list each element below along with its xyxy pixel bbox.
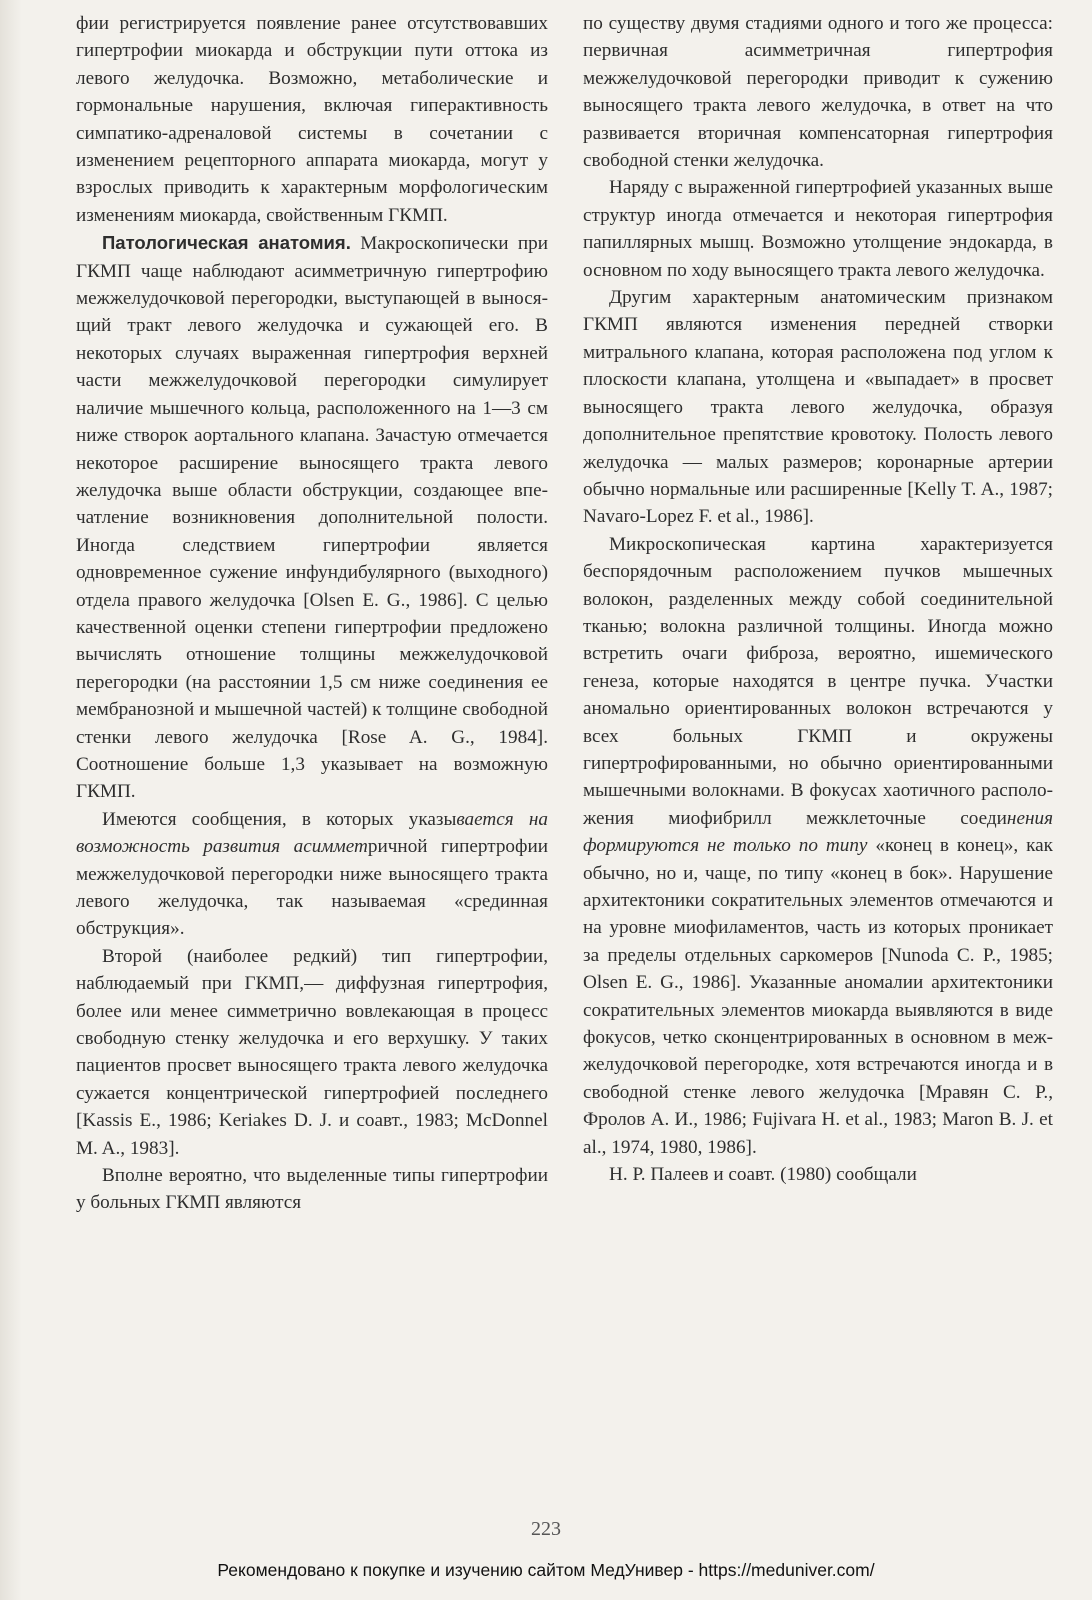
scan-edge-shadow xyxy=(0,0,22,1600)
paragraph: Вполне вероятно, что выделенные типы гипертрофии у больных ГКМП являются xyxy=(76,1165,548,1214)
page-number: 223 xyxy=(531,1518,561,1540)
italic-text: нения формируются не только по типу xyxy=(583,807,1053,857)
paragraph: фии регистрируется появление ранее отсутствовавших гипертрофии миокарда и обструкции пути оттока из левого желудочка. Возможно, метаболические и гормональные нарушения, включая гиперактивность симпатико-адреналовой системы в сочетании с изменением рецепторного аппарата миокарда, могут у взрослых приводить к характерным морфологическим изменениям миокарда, свойственным ГКМП. xyxy=(76,13,548,226)
paragraph-text: ричной гипертрофии межжелудочковой перегородки ниже выносящего тракта левого желудочка, так называемая «срединная обструкция». xyxy=(76,836,548,940)
right-text-column xyxy=(583,10,1053,1188)
paragraph: Другим характерным анатомическим признаком ГКМП являются изменения передней створки митрального клапана, которая расположена под углом к плоскости клапана, утолщена и «выпадает» в просвет выносящего тракта левого желудочка, образуя дополнительное препятствие кровотоку. Полость левого желудочка — малых размеров; коронарные артерии обычно нормальные или расширенные [Kelly T. A., 1987; Navaro-Lopez F. et al., 1986]. xyxy=(583,287,1053,528)
paragraph: Второй (наиболее редкий) тип гипертрофии, наблюдаемый при ГКМП,— диффузная гипертрофия, более или менее симметрично вовлекающая в процесс свободную стенку желудочка и его верхушку. У таких пациентов просвет выносящего тракта левого желудочка сужается концентрической гипертрофией последнего [Kassis E., 1986; Keriakes D. J. и соавт., 1983; McDonnel M. A., 1983]. xyxy=(76,945,548,1159)
left-text-column xyxy=(76,10,548,1217)
section-heading: Патологическая анатомия. xyxy=(102,232,351,254)
paragraph xyxy=(583,531,1053,1161)
paragraph-text: Макроскопически при ГКМП чаще наблюдают асимметричную гипертрофию межжелудочковой перегородки, выступающей в выносящий тракт левого желудочка и сужающей его. В некоторых случаях выраженная гипертрофия верхней части межжелудочковой перегородки симулирует наличие мышечного кольца, расположенного на 1—3 см ниже створок аортального клапана. Зачастую отмечается некоторое расширение выносящего тракта левого желудочка выше области обструкции, создающее впечатление возникновения дополнительной полости. Иногда следствием гипертрофии является одновременное сужение инфундибулярного (выходного) отдела правого желудочка [Olsen E. G., 1986]. С целью качественной оценки степени гипертрофии предложено вычислять отношение толщины межжелудочковой перегородки (на расстоянии 1,5 см ниже соединения ее мембранозной и мышечной частей) к толщине свободной стенки левого желудочка [Rose A. G., 1984]. Соотношение больше 1,3 указывает на возможную ГКМП. xyxy=(76,233,548,803)
paragraph: по существу двумя стадиями одного и того же процесса: первичная асимметричная гипертрофия межжелудочковой перегородки приводит к сужению выносящего тракта левого желудочка, в ответ на что развивается вторичная компенсаторная гипертрофия свободной стенки желудочка. xyxy=(583,13,1053,172)
italic-text: вается на возможность развития асиммет xyxy=(76,808,548,858)
paragraph-text: Микроскопическая картина характеризуется беспорядочным расположением пучков мышечных волокон, разделенных между собой соединительной тканью; волокна различной толщины. Иногда можно встретить очаги фиброза, вероятно, ишемического генеза, которые находятся в центре пучка. Участки аномально ориентированных волокон встречаются у всех больных ГКМП и окружены гипертрофированными, но обычно ориентированными мышечными волокнами. В фокусах хаотичного расположения миофибрилл межклеточные соеди xyxy=(583,533,1053,829)
paragraph xyxy=(76,806,548,943)
paragraph-pathological-anatomy xyxy=(76,229,548,806)
paragraph-text: Имеются сообщения, в которых указы xyxy=(102,808,457,830)
paragraph: Наряду с выраженной гипертрофией указанных выше структур иногда отмечается и некоторая гипертрофия папиллярных мышц. Возможно утолщение эндокарда, в основном по ходу выносящего тракта левого желудочка. xyxy=(583,177,1053,281)
footer-recommendation: Рекомендовано к покупке и изучению сайтом МедУнивер - https://meduniver.com/ xyxy=(217,1560,875,1580)
paragraph: Н. Р. Палеев и соавт. (1980) сообщали xyxy=(609,1164,917,1186)
paragraph-text: «конец в конец», как обычно, но и, чаще, по типу «конец в бок». Нарушение архитектоники сократительных элементов отмечаются и на уровне миофиламентов, часть из которых проникает за пределы отдельных саркомеров [Nunoda C. P., 1985; Olsen E. G., 1986]. Указанные аномалии архитектоники сократительных элементов миокарда выявляются в виде фокусов, четко сконцентрированных в основном в межжелудочковой перегородке, хотя встречаются иногда и в свободной стенке левого желудочка [Мравян С. Р., Фролов А. И., 1986; Fujivara H. et al., 1983; Maron B. J. et al., 1974, 1980, 1986]. xyxy=(583,835,1053,1158)
